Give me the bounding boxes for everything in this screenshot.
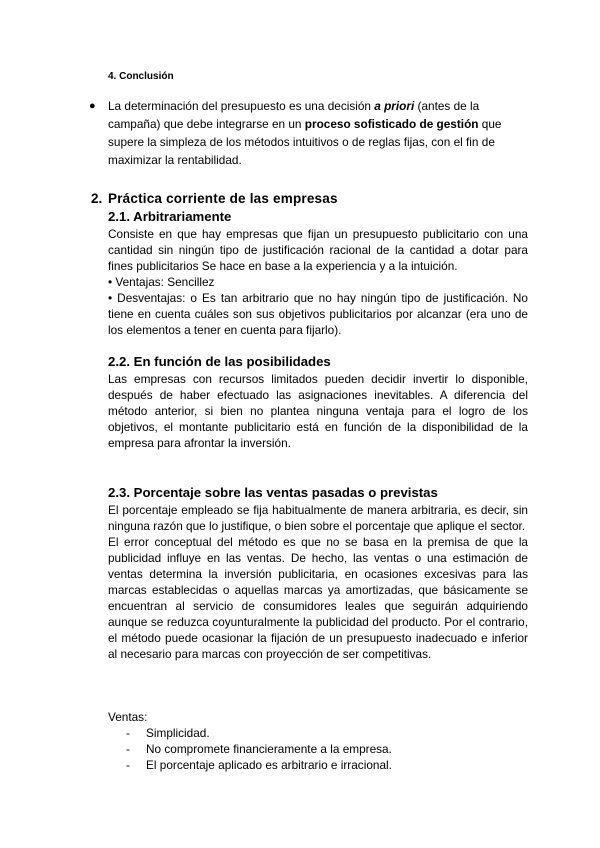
conclusion-text-bold: proceso sofisticado de gestión — [304, 117, 479, 131]
section-2-3-paragraph-1: El porcentaje empleado se fija habitualmente de manera arbitraria, es decir, sin ninguna razón que lo justifique, o bien sobre el porcentaje que aplique el sector. — [108, 503, 528, 533]
section-2-1-body — [108, 226, 528, 338]
conclusion-text-mid: (antes de la campaña) que debe integrarse en un — [108, 99, 480, 131]
conclusion-heading: 4. Conclusión — [108, 71, 174, 82]
section-2-2-body: Las empresas con recursos limitados pueden decidir invertir lo disponible, después de haber efectuado las asignaciones inevitables. A diferencia del método anterior, si bien no plantea ninguna ventaja para el logro de los objetivos, el montante publicitario está en función de la disponibilidad de la empresa para afrontar la inversión. — [108, 372, 528, 450]
desventajas-line: • Desventajas: o Es tan arbitrario que no hay ningún tipo de justificación. No tiene en cuenta cuáles son sus objetivos publicitarios por alcanzar (era uno de los elementos a tener en cuenta para fijarlo). — [108, 291, 528, 337]
bullet-icon: ● — [89, 100, 96, 112]
ventas-label: Ventas: — [108, 710, 148, 724]
section-2-3-body — [108, 502, 528, 662]
section-2-number: 2. — [91, 191, 103, 206]
section-2-title: Práctica corriente de las empresas — [108, 191, 338, 206]
section-2-1-paragraph: Consiste en que hay empresas que fijan un presupuesto publicitario con una cantidad sin ningún tipo de justificación racional de la cantidad a dotar para fines publicitarios Se hace en base a la experiencia y a la intuición. — [108, 227, 528, 273]
section-2-3-heading: 2.3. Porcentaje sobre las ventas pasadas o previstas — [108, 485, 438, 500]
list-item-text: No compromete financieramente a la empresa. — [146, 742, 392, 756]
section-2-3-paragraph-2: El error conceptual del método es que no se basa en la premisa de que la publicidad influye en las ventas. De hecho, las ventas o una estimación de ventas determina la inversión publicitaria, en ocasiones excesivas para las marcas establecidas o aquellas marcas ya amortizadas, que básicamente se encuentran al servicio de consumidores leales que seguirán adquiriendo aunque se reduzca coyunturalmente la publicidad del producto. Por el contrario, el método puede ocasionar la fijación de un presupuesto inadecuado e inferior al necesario para marcas con proyección de ser competitivas. — [108, 535, 528, 661]
conclusion-text-post: que supere la simpleza de los métodos intuitivos o de reglas fijas, con el fin de maximizar la rentabilidad. — [108, 117, 502, 167]
list-item-text: Simplicidad. — [146, 726, 210, 740]
dash-bullet: - — [126, 742, 130, 756]
list-item-text: El porcentaje aplicado es arbitrario e irracional. — [146, 758, 392, 772]
dash-bullet: - — [126, 758, 130, 772]
conclusion-text-em: a priori — [374, 99, 415, 113]
conclusion-text-pre: La determinación del presupuesto es una decisión — [108, 99, 375, 113]
section-2-1-heading: 2.1. Arbitrariamente — [108, 209, 232, 224]
section-2-2-heading: 2.2. En función de las posibilidades — [108, 354, 331, 369]
conclusion-paragraph — [108, 97, 528, 169]
dash-bullet: - — [126, 726, 130, 740]
ventajas-line: • Ventajas: Sencillez — [108, 275, 215, 289]
